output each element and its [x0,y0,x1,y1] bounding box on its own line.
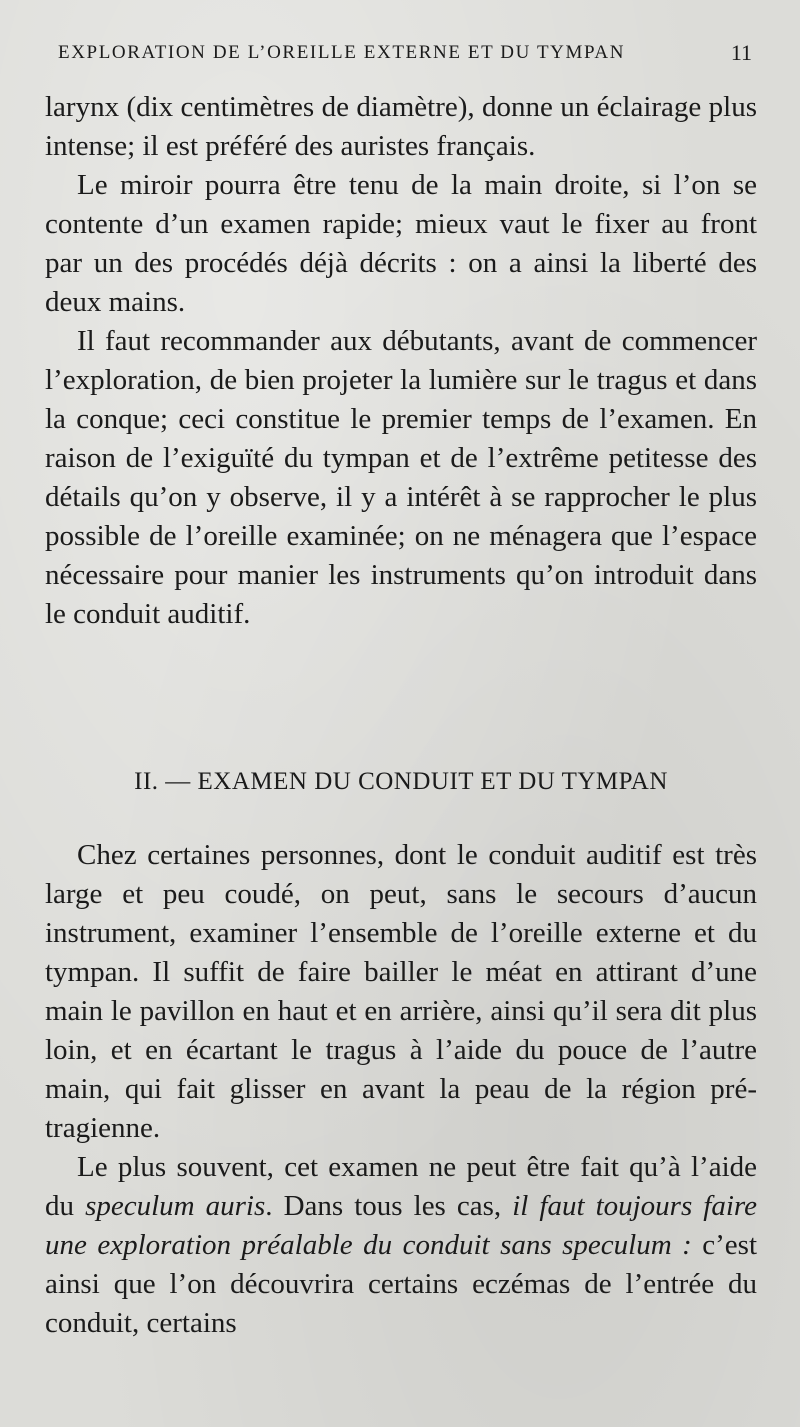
paragraph-text: . Dans tous les cas, [265,1190,513,1222]
paragraph: larynx (dix centimètres de diamètre), donne un éclairage plus intense; il est préféré des auristes français. [45,91,757,162]
italic-text: il faut toujours faire une exploration préalable du conduit sans speculum : [45,1190,758,1261]
paragraph: Le miroir pourra être tenu de la main droite, si l’on se contente d’un examen rapide; mieux vaut le fixer au front par un des procédés déjà décrits : on a ainsi la liberté des deux mains. [45,169,757,318]
paragraph [45,1148,757,1343]
running-head [58,38,752,68]
paragraph: Chez certaines personnes, dont le conduit auditif est très large et peu coudé, on peut, sans le secours d’aucun instrument, examiner l’ensemble de l’oreille externe et du tympan. Il suffit de faire bailler le méat en attirant d’une main le pavillon en haut et en arrière, ainsi qu’il sera dit plus loin, et en écartant le tragus à l’aide du pouce de l’autre main, qui fait glisser en avant la peau de la région pré-tragienne. [45,839,757,1144]
page-number: 11 [730,40,752,65]
italic-text: speculum auris [85,1190,266,1222]
paragraph: Il faut recommander aux débutants, avant de commencer l’exploration, de bien projeter la lumière sur le tragus et dans la conque; ceci constitue le premier temps de l’examen. En raison de l’exiguïté du tympan et de l’extrême petitesse des détails qu’on y observe, il y a intérêt à se rapprocher le plus possible de l’oreille examinée; on ne ménagera que l’espace nécessaire pour manier les instruments qu’on introduit dans le conduit auditif. [45,325,757,630]
text-block-before-heading [45,88,757,634]
running-head-title: EXPLORATION DE L’OREILLE EXTERNE ET DU TYMPAN [58,42,626,63]
section-heading: II. — EXAMEN DU CONDUIT ET DU TYMPAN [134,768,668,795]
paragraph-text: Le plus souvent, cet examen ne peut être fait qu’à l’aide du [45,1151,757,1222]
paragraph-text: c’est ainsi que l’on découvrira certains eczémas de l’entrée du conduit, certains [45,1229,757,1339]
text-block-after-heading [45,836,757,1343]
